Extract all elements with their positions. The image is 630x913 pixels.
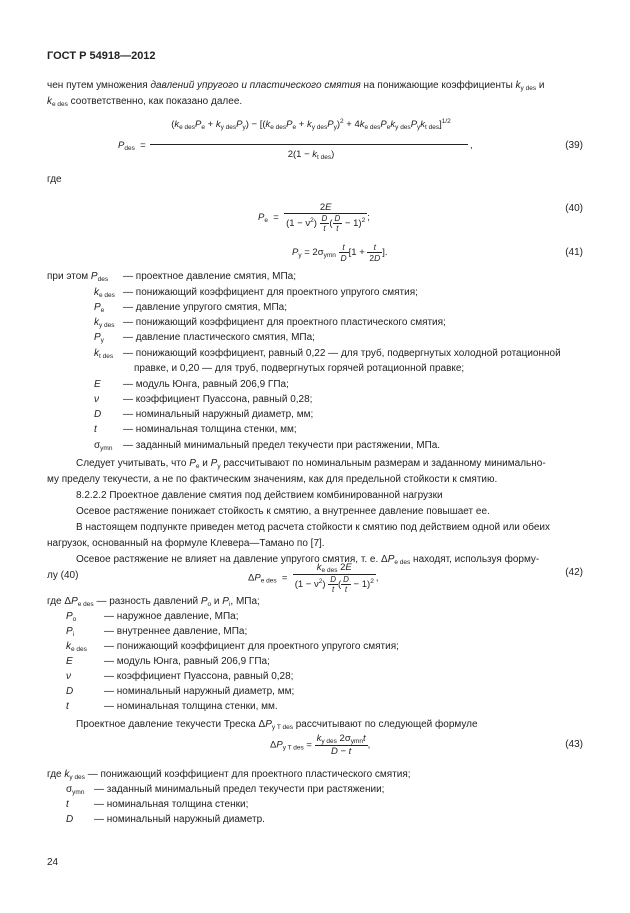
defs1-sym-3: $k_{y des}$	[94, 317, 115, 329]
defs2-sym-1: $P_i$	[66, 626, 75, 638]
eq39-fraction-bar	[150, 144, 468, 145]
para5: Проектное давление текучести Треска $\Delta P_{y T des}$ рассчитывают по следующей формуле	[76, 719, 478, 731]
defs1-item-3: — понижающий коэффициент для проектного пластического смятия;	[123, 317, 446, 328]
defs3-item-1: — номинальная толщина стенки;	[94, 799, 249, 810]
defs1-sym-1: $k_{e des}$	[94, 287, 115, 299]
defs3-item-0: — заданный минимальный предел текучести при растяжении;	[94, 784, 385, 795]
eq42-formula-body: $\Delta P_{e des}$ = $k_{e des}$ 2E $(1 - \nu^2)$ $\frac{D}{t}$ ( $\frac{D}{t}$ − 1)$^2$ ,	[248, 562, 379, 594]
eq41-formula: $P_y = 2\sigma_{ymn}$ $\frac{t}{D}$ [1 + $\frac{t}{2D}$ ].	[292, 242, 388, 263]
defs2-item-3: — модуль Юнга, равный 206,9 ГПа;	[104, 656, 270, 667]
defs3-lead: где $k_{y des}$ — понижающий коэффициент для проектного пластического смятия;	[47, 769, 411, 781]
para4-line-1: Осевое растяжение не влияет на давление упругого смятия, т. е. $\Delta P_{e des}$ находят, используя форму-	[76, 554, 540, 566]
eq39-number: (39)	[565, 140, 583, 151]
eq39-denominator: $2(1 - k_{t des})$	[287, 149, 335, 161]
document-header: ГОСТ Р 54918—2012	[47, 50, 156, 62]
para2: Осевое растяжение понижает стойкость к смятию, а внутреннее давление повышает ее.	[76, 506, 490, 517]
defs2-item-0: — наружное давление, МПа;	[104, 611, 239, 622]
defs1-item-5: — понижающий коэффициент, равный 0,22 — для труб, подвергнутых холодной ротационной	[123, 348, 561, 359]
defs1-item-6: правке, и 0,20 — для труб, подвергнутых горячей ротационной правке;	[134, 363, 465, 374]
eq42-number: (42)	[565, 567, 583, 578]
defs1-item-2: — давление упругого смятия, МПа;	[123, 302, 288, 313]
eq41-number: (41)	[565, 247, 583, 258]
defs2-sym-3: E	[66, 656, 73, 667]
para3-line-2: нагрузок, основанный на формуле Клевера—Тамано по [7].	[47, 538, 325, 549]
defs1-sym-4: $P_y$	[94, 332, 104, 344]
defs1-item-11: — заданный минимальный предел текучести при растяжении, МПа.	[123, 440, 441, 451]
defs1-sym-2: $P_e$	[94, 302, 105, 314]
defs2-sym-6: t	[66, 701, 69, 712]
para3-line-1: В настоящем подпункте приведен метод расчета стойкости к смятию под действием одной или обеих	[76, 522, 550, 533]
intro-line-2: $k_{e des}$ соответственно, как показано далее.	[47, 96, 243, 108]
para4-line-2: лу (40)	[47, 570, 79, 581]
defs1-item-9: — номинальный наружный диаметр, мм;	[123, 409, 314, 420]
defs1-item-8: — коэффициент Пуассона, равный 0,28;	[123, 394, 313, 405]
section-heading: 8.2.2.2 Проектное давление смятия под действием комбинированной нагрузки	[76, 490, 443, 501]
defs2-sym-5: D	[66, 686, 74, 697]
where-label: где	[47, 174, 62, 185]
para1-line-2: му пределу текучести, а не по фактическим значениям, как для предельной стойкости к смятию.	[47, 474, 498, 485]
page-number: 24	[47, 857, 59, 868]
defs1-sym-7: E	[94, 379, 101, 390]
eq39-numerator: $(k_{e des}P_e + k_{y des}P_y) - [(k_{e des}P_e + k_{y des}P_y)^2 + 4k_{e des}P_ek_{y des}P_yk_{t des}]^{1/2}$	[171, 118, 451, 131]
defs2-item-5: — номинальный наружный диаметр, мм;	[104, 686, 295, 697]
defs1-sym-10: t	[94, 424, 97, 435]
defs1-item-1: — понижающий коэффициент для проектного упругого смятия;	[123, 287, 418, 298]
eq39-lhs: $P_{des}$ =	[118, 140, 146, 152]
eq40-number: (40)	[565, 203, 583, 214]
defs1-item-10: — номинальная толщина стенки, мм;	[123, 424, 297, 435]
defs3-sym-1: t	[66, 799, 69, 810]
defs2-item-6: — номинальная толщина стенки, мм.	[104, 701, 278, 712]
para1-line-1: Следует учитывать, что $P_e$ и $P_y$ рассчитывают по номинальным размерам и заданному минимально-	[76, 458, 546, 470]
defs1-lead: при этом $P_{des}$	[47, 271, 109, 283]
defs2-item-1: — внутреннее давление, МПа;	[104, 626, 248, 637]
defs1-sym-5: $k_{t des}$	[94, 348, 114, 360]
eq39-comma: ,	[470, 140, 473, 151]
defs3-sym-0: $\sigma_{ymn}$	[66, 784, 85, 796]
defs2-sym-4: ν	[66, 671, 71, 682]
defs1-sym-8: ν	[94, 394, 99, 405]
defs1-item-0: — проектное давление смятия, МПа;	[123, 271, 296, 282]
eq40-formula: $P_e$ = 2E $(1 - \nu^2)$ $\frac{D}{t}$ ( $\frac{D}{t}$ − 1)$^2$ ;	[258, 202, 370, 233]
defs2-sym-0: $P_o$	[66, 611, 77, 623]
defs2-sym-2: $k_{e des}$	[66, 641, 87, 653]
defs3-sym-2: D	[66, 814, 74, 825]
defs2-item-2: — понижающий коэффициент для проектного упругого смятия;	[104, 641, 399, 652]
defs2-lead: где $\Delta P_{e des}$ — разность давлений $P_o$ и $P_i$, МПа;	[47, 596, 260, 608]
eq43-number: (43)	[565, 739, 583, 750]
defs2-item-4: — коэффициент Пуассона, равный 0,28;	[104, 671, 294, 682]
defs1-sym-9: D	[94, 409, 102, 420]
defs1-sym-11: $\sigma_{ymn}$	[94, 440, 113, 452]
eq43-formula: $\Delta P_{y T des}$ = $\frac{k_{y des} 2\sigma_{ymn}t}{D - t}$ ,	[270, 733, 371, 757]
defs3-item-2: — номинальный наружный диаметр.	[94, 814, 265, 825]
defs1-item-7: — модуль Юнга, равный 206,9 ГПа;	[123, 379, 289, 390]
intro-line-1: чен путем умножения давлений упругого и пластического смятия на понижающие коэффициенты $k_{y des}$ и	[47, 80, 545, 92]
defs1-item-4: — давление пластического смятия, МПа;	[123, 332, 315, 343]
